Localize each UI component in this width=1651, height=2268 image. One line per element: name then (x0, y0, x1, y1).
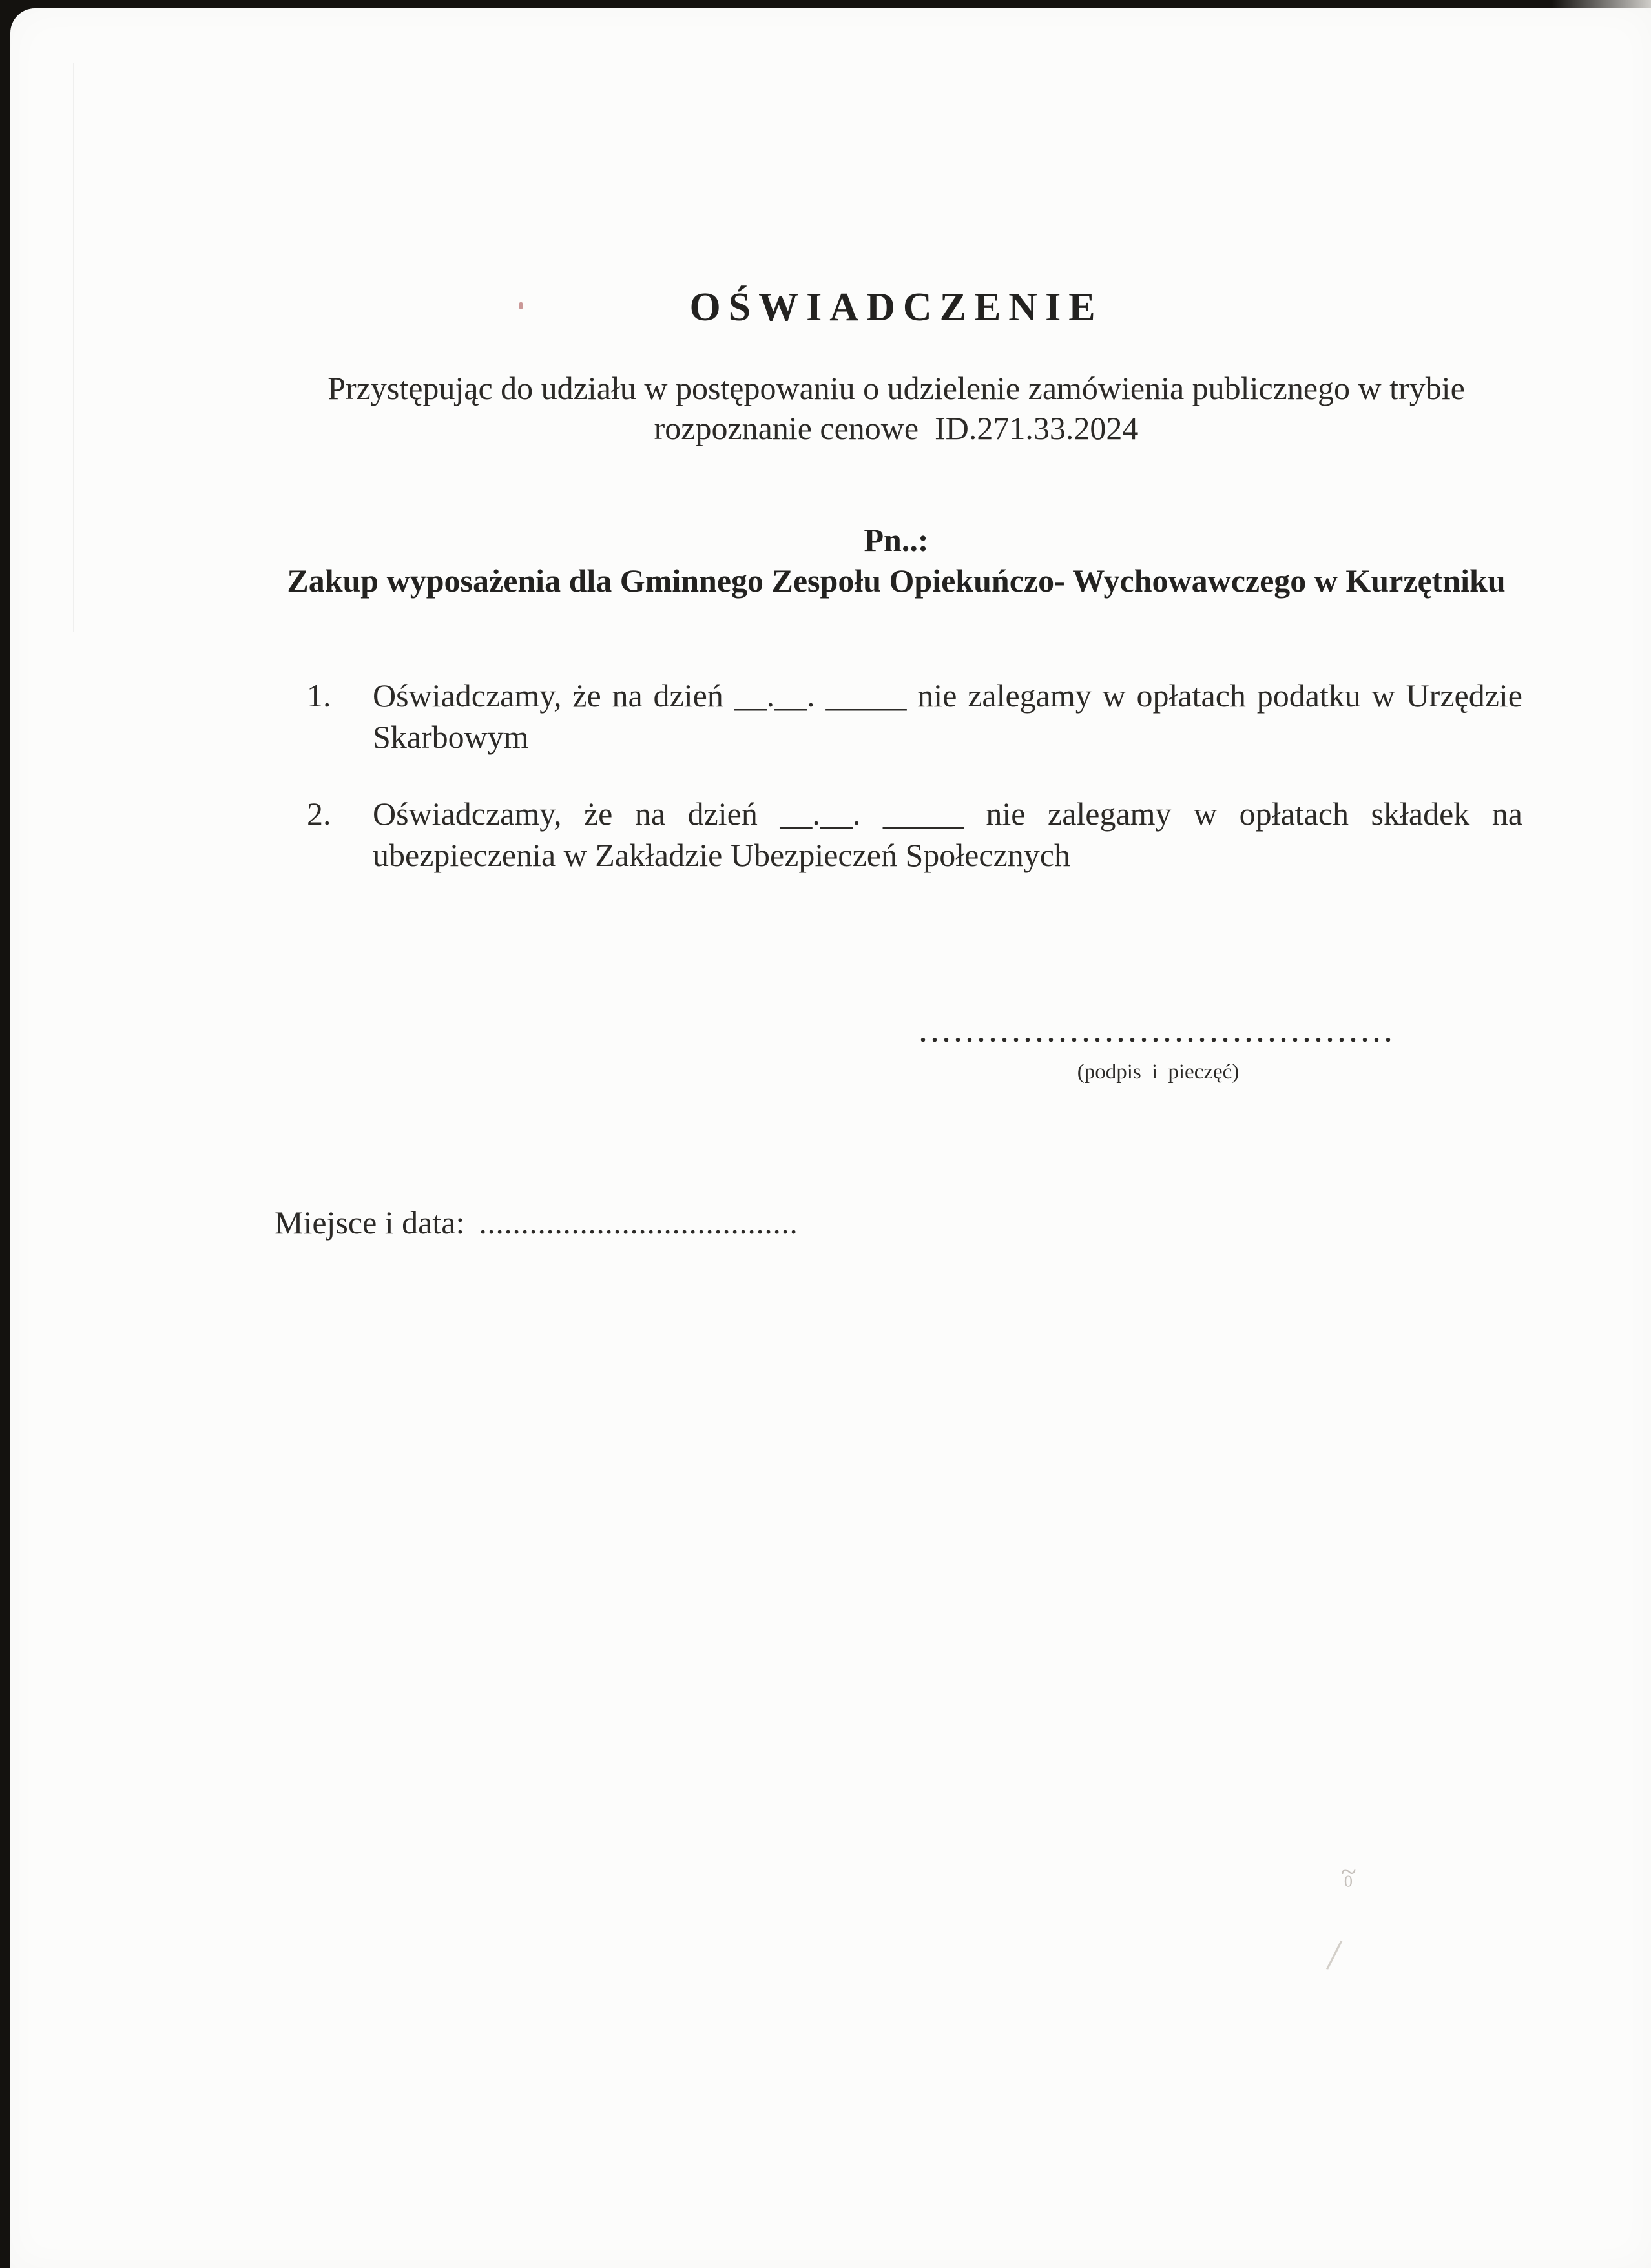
item-number: 2. (307, 796, 331, 832)
item-text (373, 793, 1522, 876)
signature-area (916, 1019, 1400, 1085)
paper-sheet (10, 8, 1651, 2268)
document-title: OŚWIADCZENIE (689, 285, 1103, 329)
item-line-2: ubezpieczenia w Zakładzie Ubezpieczeń Społecznych (373, 837, 1070, 873)
place-date-dotted-line: ...................................... (479, 1204, 798, 1241)
item-line-1: Oświadczamy, że na dzień __.__. _____ nie zalegamy w opłatach podatku w Urzędzie (373, 677, 1522, 714)
subject-label: Pn..: (864, 522, 929, 558)
intro-paragraph (271, 368, 1521, 448)
intro-line-2: rozpoznanie cenowe ID.271.33.2024 (654, 410, 1139, 446)
scan-border-top (0, 0, 1651, 9)
list-item (307, 675, 1528, 758)
subject-line: Zakup wyposażenia dla Gminnego Zespołu Opiekuńczo- Wychowawczego w Kurzętniku (287, 562, 1506, 599)
item-line-1: Oświadczamy, że na dzień __.__. _____ nie zalegamy w opłatach składek na (373, 796, 1522, 832)
scan-border-left (0, 0, 10, 2268)
intro-line-1: Przystępując do udziału w postępowaniu o udzielenie zamówienia publicznego w trybie (327, 370, 1465, 406)
scan-artifact (1325, 1929, 1344, 1982)
item-number: 1. (307, 677, 331, 714)
signature-caption: (podpis i pieczęć) (1077, 1060, 1240, 1084)
list-item (307, 793, 1528, 876)
scan-crease-line (73, 63, 74, 632)
item-text (373, 675, 1522, 758)
item-line-2: Skarbowym (373, 719, 529, 755)
signature-dotted-line: ......................................... (920, 1018, 1397, 1047)
place-date-row (275, 1202, 798, 1242)
place-date-label: Miejsce i data: (275, 1204, 465, 1241)
